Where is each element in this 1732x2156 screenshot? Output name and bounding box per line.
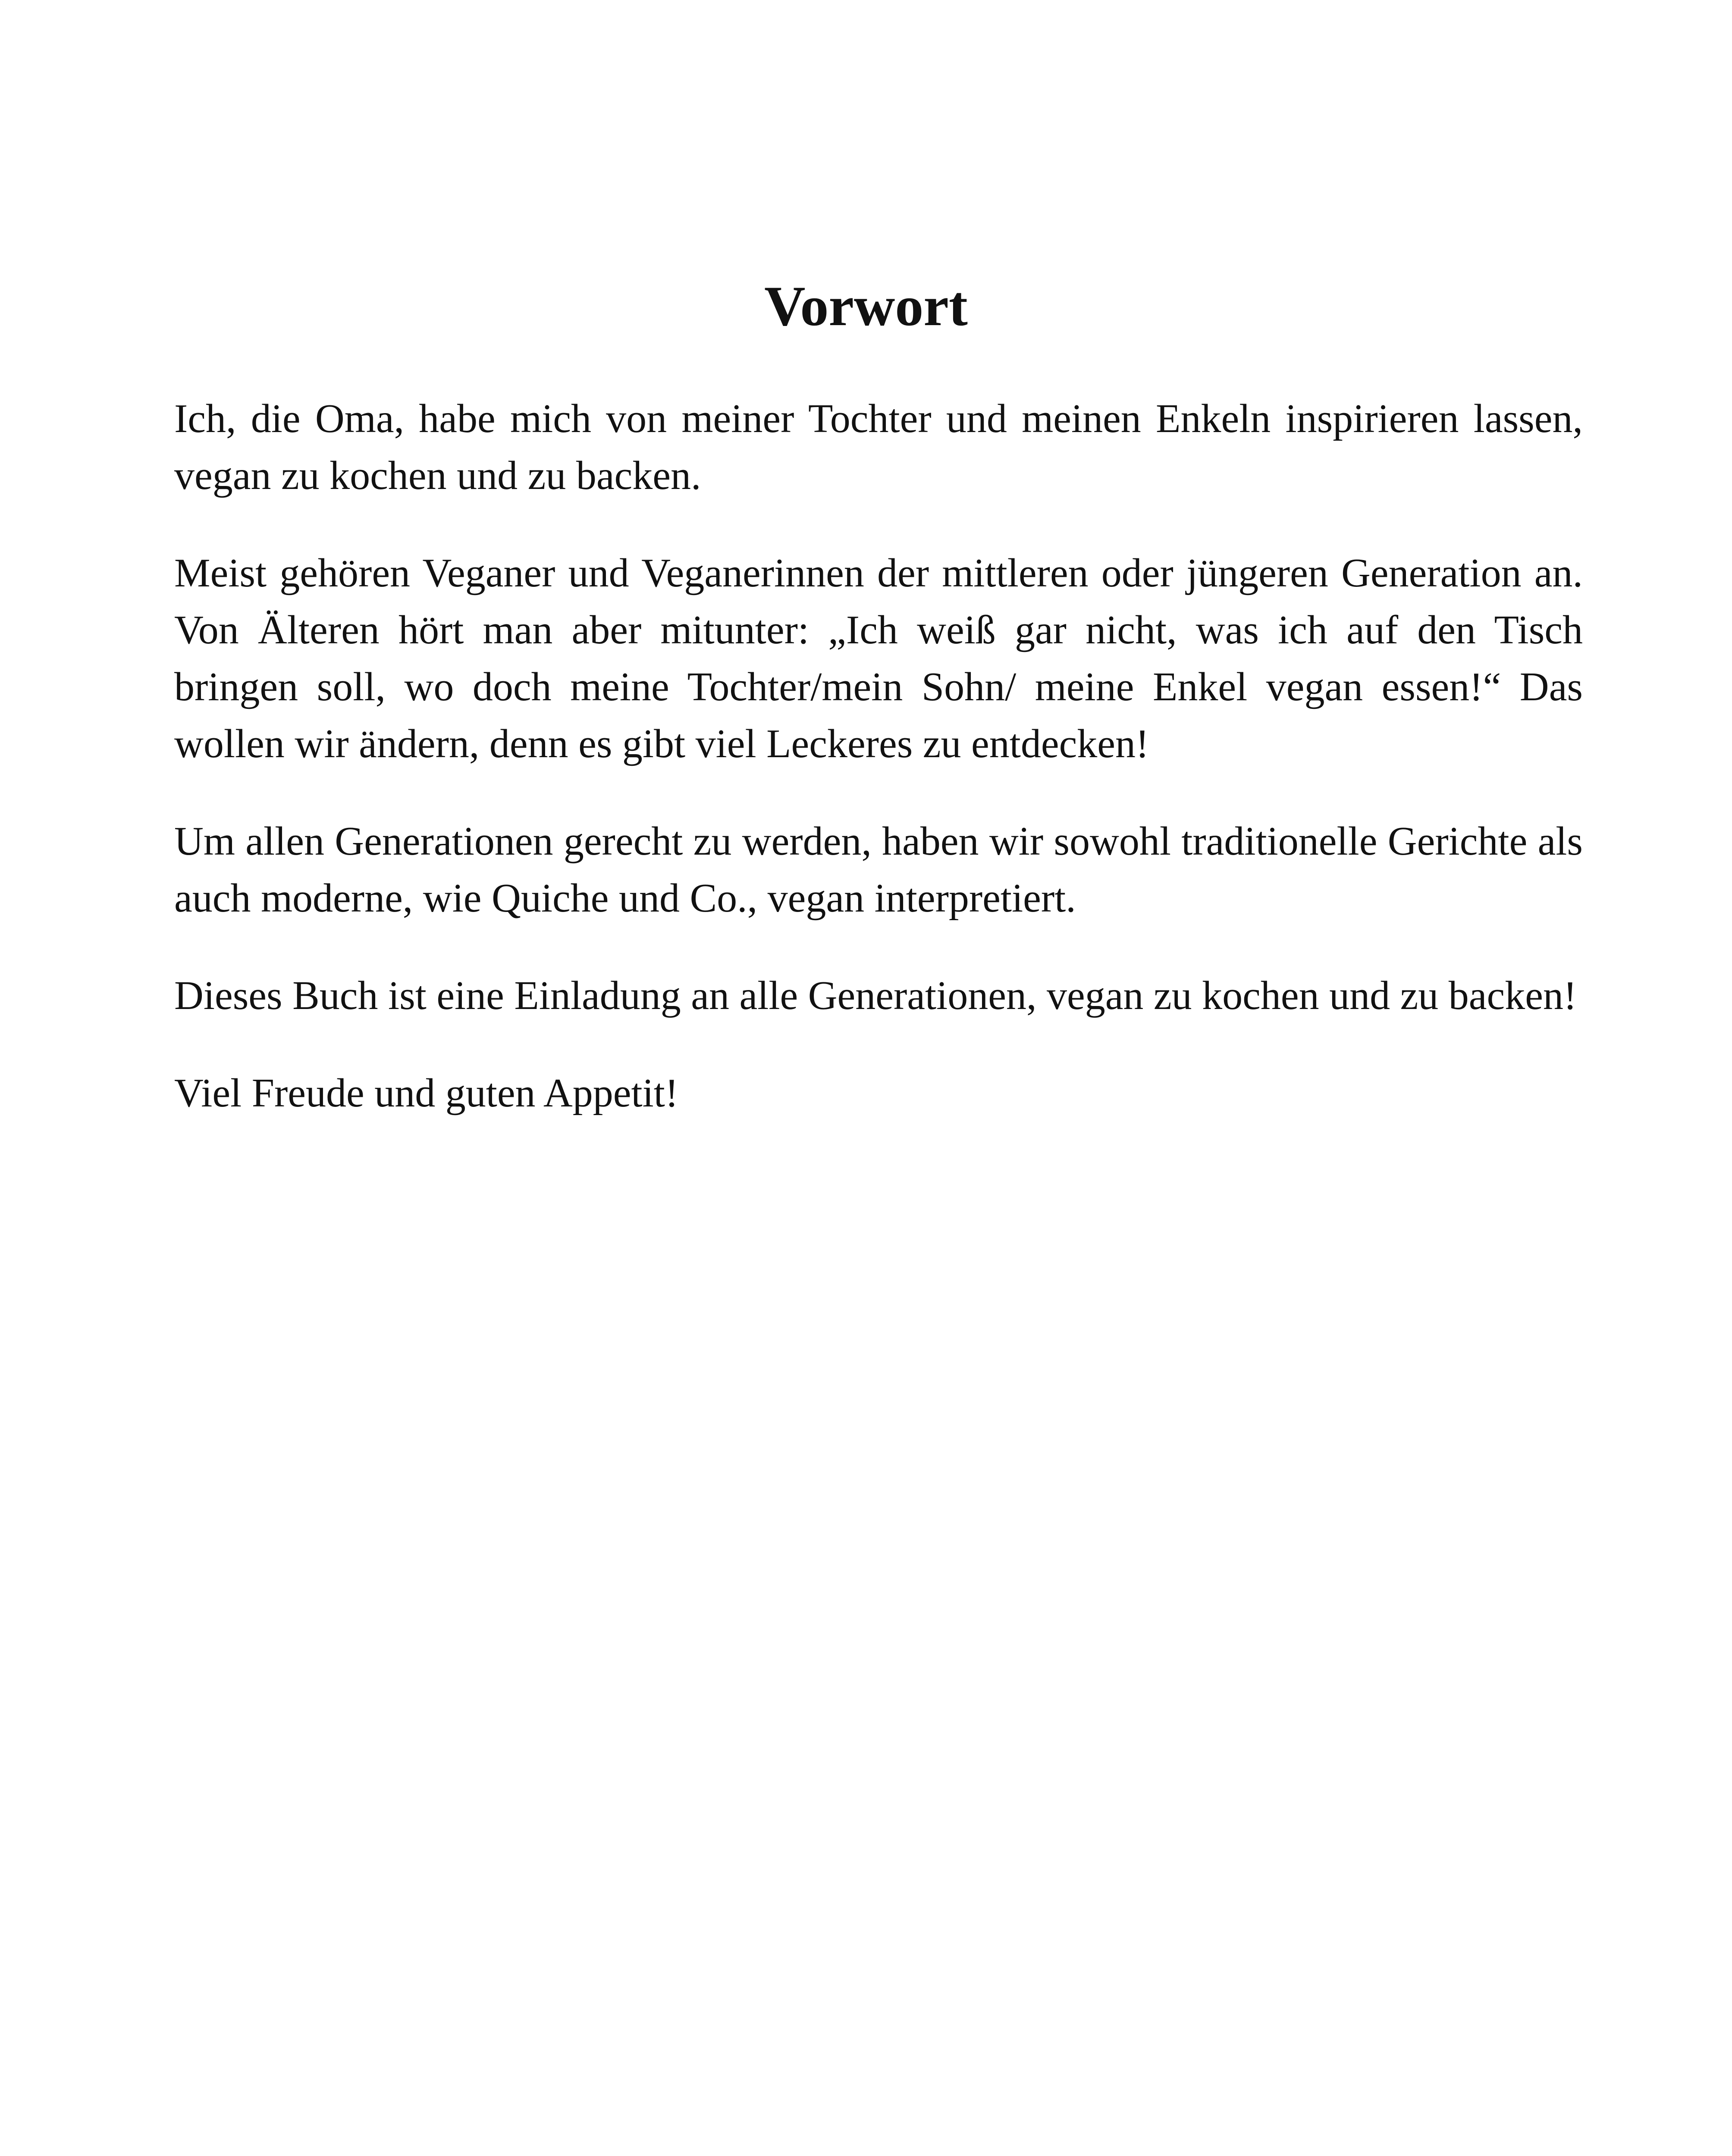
- page-title: Vorwort: [764, 274, 968, 338]
- paragraph-2: Meist gehören Veganer und Veganerinnen der mittleren oder jüngeren Generation an. Von Älteren hört man aber mitunter: „Ich weiß gar nicht, was ich auf den Tisch bringen soll, wo doch meine Tochter/mein Sohn/ meine Enkel vegan essen!“ Das wollen wir ändern, denn es gibt viel Leckeres zu entdecken!: [174, 551, 1583, 766]
- paragraph-4: Dieses Buch ist eine Einladung an alle Generationen, vegan zu kochen und zu backen!: [174, 973, 1577, 1018]
- paragraph-3: Um allen Generationen gerecht zu werden, haben wir sowohl traditionelle Gerichte als auch moderne, wie Quiche und Co., vegan interpretiert.: [174, 819, 1583, 921]
- paragraph-1: Ich, die Oma, habe mich von meiner Tochter und meinen Enkeln inspirieren lassen, vegan zu kochen und zu backen.: [174, 396, 1583, 498]
- paragraph-5: Viel Freude und guten Appetit!: [174, 1071, 679, 1116]
- body-text: [174, 390, 1583, 1162]
